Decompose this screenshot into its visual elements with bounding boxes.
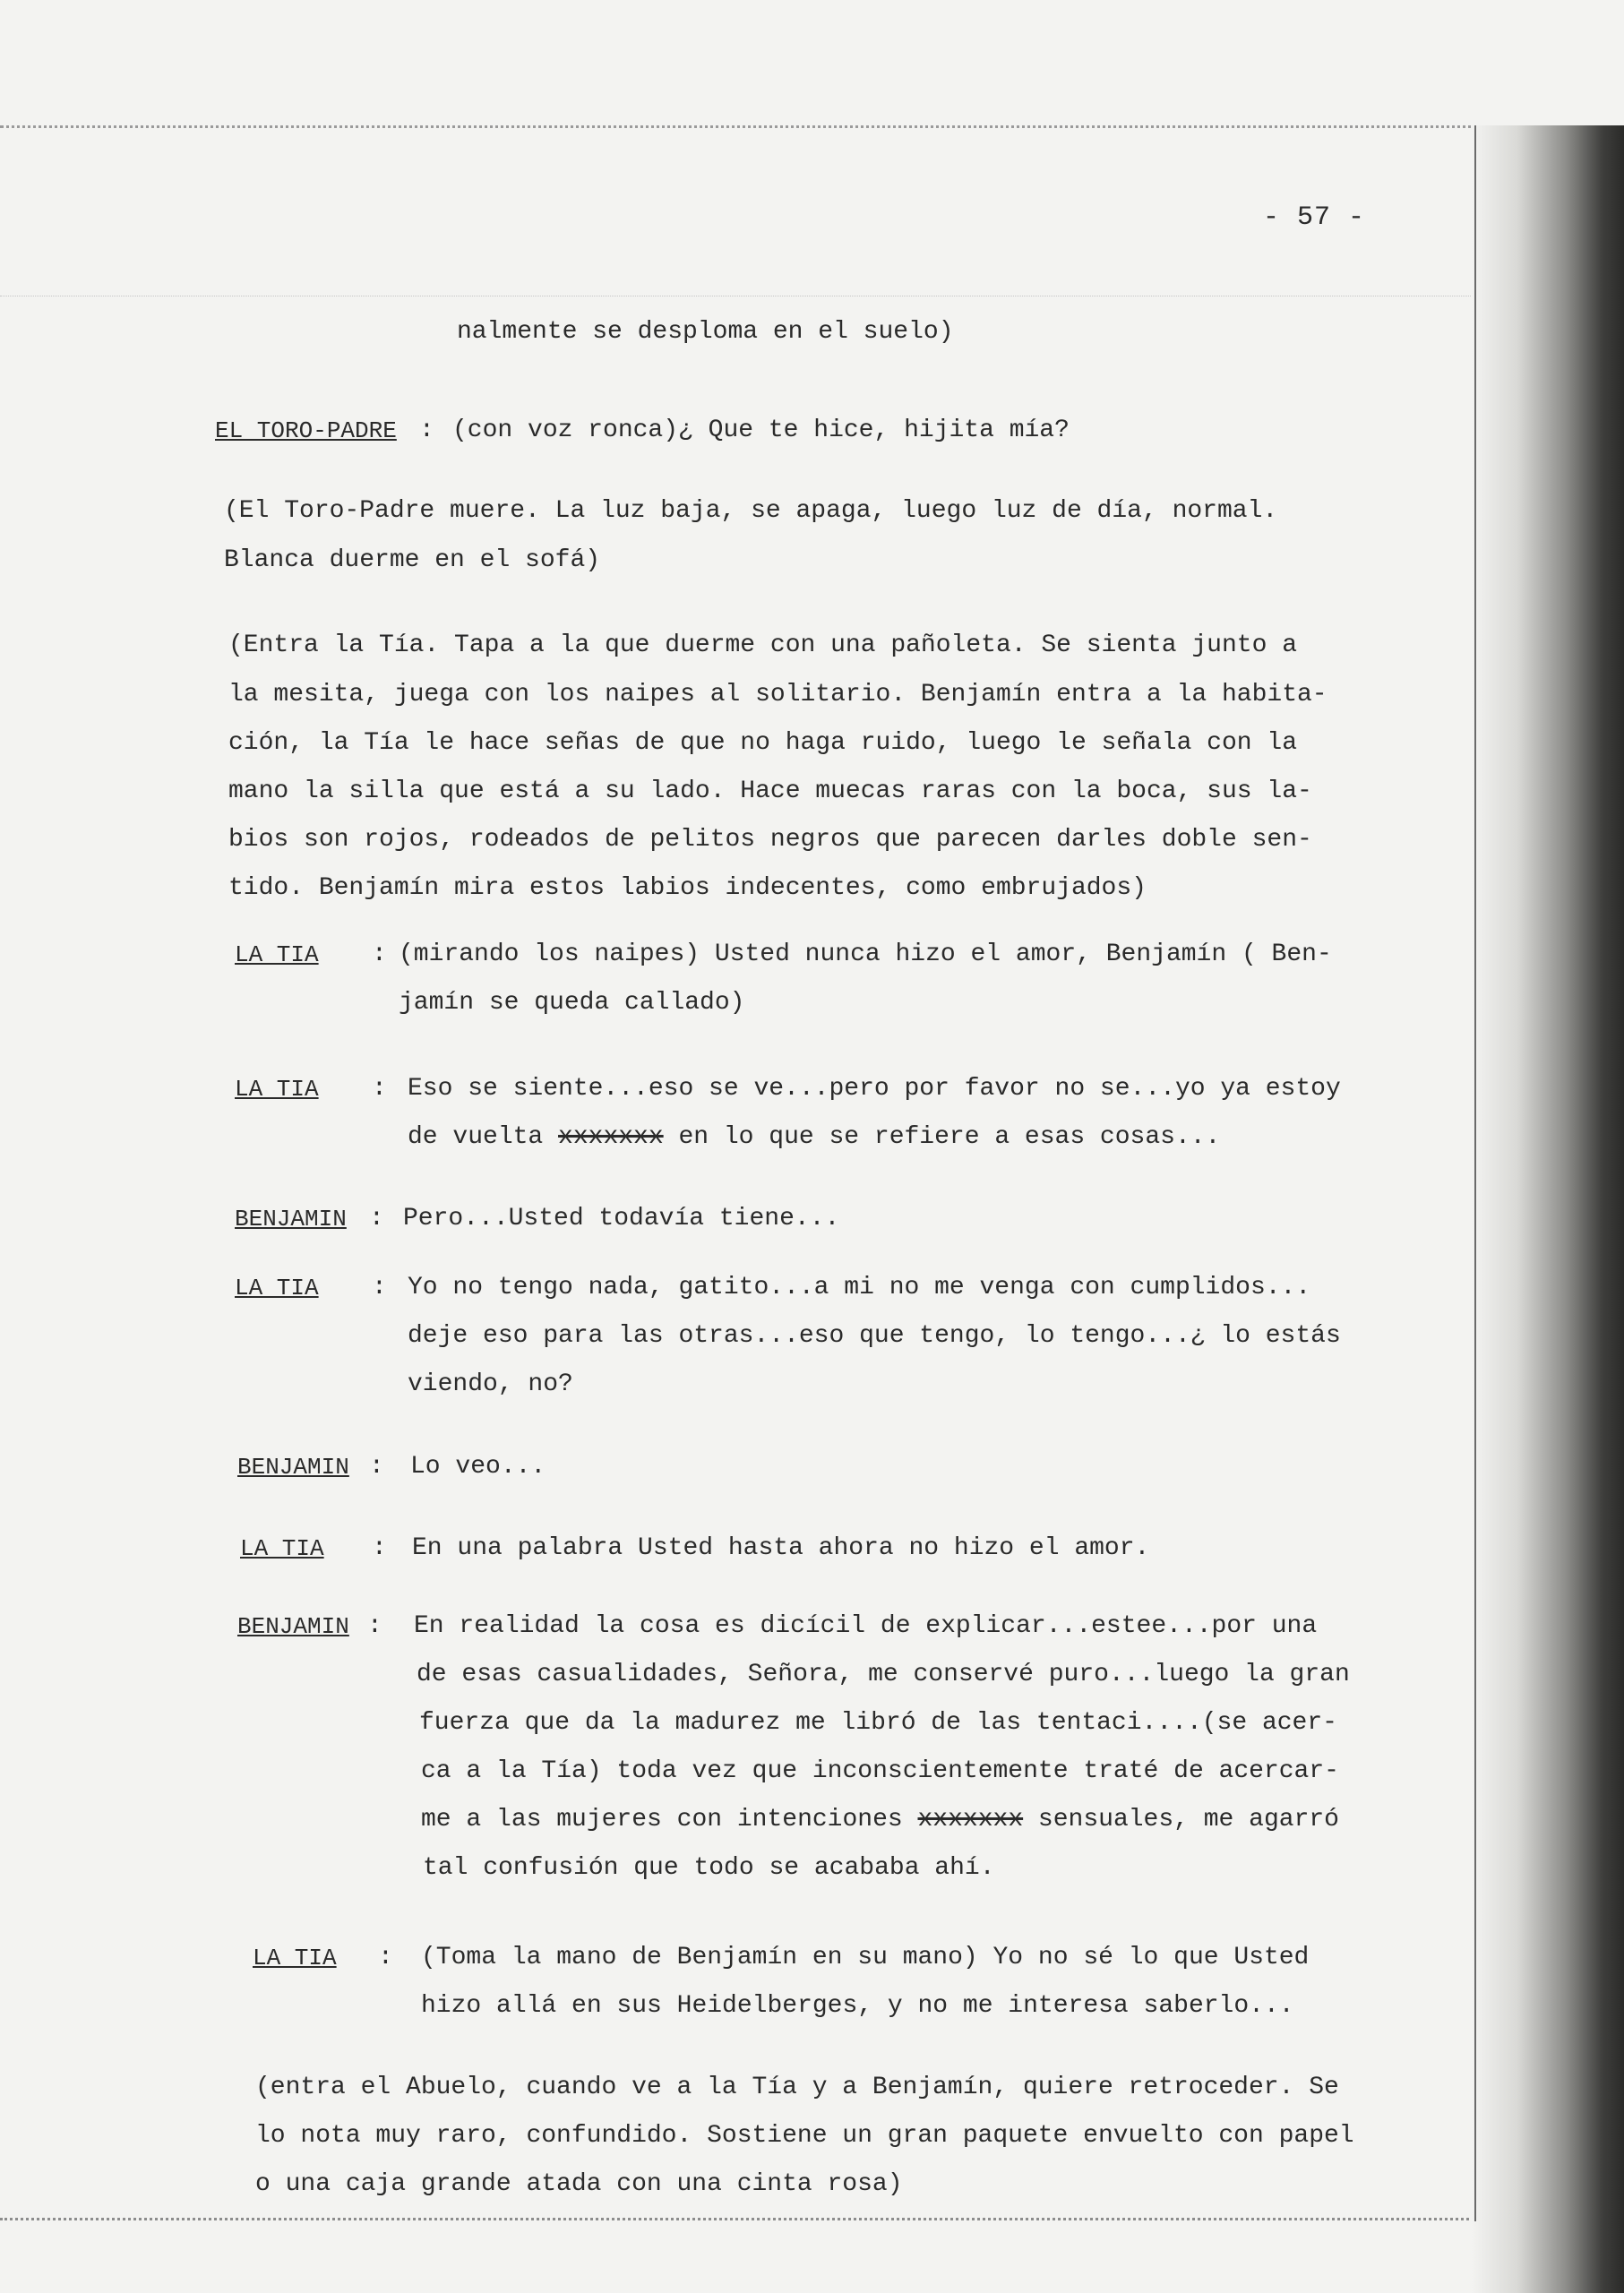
stage-direction-line: la mesita, juega con los naipes al solitario. Benjamín entra a la habita- [228,681,1328,709]
dialogue-line: (con voz ronca)¿ Que te hice, hijita mía? [452,417,1070,444]
stage-direction-line: tido. Benjamín mira estos labios indecentes, como embrujados) [228,874,1147,902]
dialogue-line: Yo no tengo nada, gatito...a mi no me venga con cumplidos... [408,1274,1311,1301]
dialogue-line: (Toma la mano de Benjamín en su mano) Yo no sé lo que Usted [421,1944,1310,1971]
speaker-separator: : [378,1944,393,1971]
stage-direction-line: (El Toro-Padre muere. La luz baja, se apaga, luego luz de día, normal. [224,497,1278,525]
stage-direction-line: (entra el Abuelo, cuando ve a la Tía y a Benjamín, quiere retroceder. Se [255,2074,1339,2101]
text-fragment: sensuales, me agarró [1023,1806,1339,1834]
dialogue-line: deje eso para las otras...eso que tengo, lo tengo...¿ lo estás [408,1322,1341,1350]
dialogue-line: tal confusión que todo se acababa ahí. [423,1854,995,1882]
stage-direction-line: bios son rojos, rodeados de pelitos negros que parecen darles doble sen- [228,826,1312,854]
dialogue-line: jamín se queda callado) [399,989,745,1017]
text-fragment: en lo que se refiere a esas cosas... [663,1123,1221,1151]
stage-direction-line: (Entra la Tía. Tapa a la que duerme con una pañoleta. Se sienta junto a [228,631,1297,659]
dialogue-line: de esas casualidades, Señora, me conservé puro...luego la gran [417,1661,1350,1688]
scan-edge-top [0,125,1478,128]
text-fragment: de vuelta [408,1123,559,1151]
speaker-name: BENJAMIN [237,1613,349,1640]
speaker-name: LA TIA [235,1275,319,1301]
dialogue-line: fuerza que da la madurez me libró de las tentaci....(se acer- [419,1709,1337,1737]
stage-direction-line: lo nota muy raro, confundido. Sostiene un gran paquete envuelto con papel [255,2122,1354,2150]
speaker-name: LA TIA [253,1945,337,1971]
speaker-separator: : [372,1274,387,1301]
stage-direction-line: mano la silla que está a su lado. Hace muecas raras con la boca, sus la- [228,777,1312,805]
page-number: - 57 - [1263,202,1366,233]
dialogue-line: hizo allá en sus Heidelberges, y no me interesa saberlo... [421,1992,1294,2020]
dialogue-line: En realidad la cosa es dicícil de explicar...estee...por una [414,1612,1318,1640]
speaker-separator: : [372,1075,387,1103]
speaker-separator: : [369,1205,384,1232]
speaker-name: LA TIA [235,941,319,968]
speaker-name: EL TORO-PADRE [215,417,397,444]
dialogue-line: En una palabra Usted hasta ahora no hizo el amor. [412,1534,1150,1562]
speaker-separator: : [367,1612,382,1640]
dialogue-line [421,1797,1339,1843]
dialogue-line: viendo, no? [408,1370,573,1398]
speaker-name: BENJAMIN [235,1206,347,1232]
speaker-name: LA TIA [235,1076,319,1103]
speaker-separator: : [419,417,434,444]
dialogue-line: Eso se siente...eso se ve...pero por favor no se...yo ya estoy [408,1075,1341,1103]
text-fragment: me a las mujeres con intenciones [421,1806,918,1834]
scan-edge-bottom [0,2218,1469,2220]
speaker-name: LA TIA [240,1535,324,1562]
struck-out-text: xxxxxxx [917,1806,1024,1834]
dialogue-line: Lo veo... [410,1453,546,1481]
struck-out-text: xxxxxxx [558,1123,664,1151]
stage-direction-line: Blanca duerme en el sofá) [224,546,601,574]
stage-direction-line: o una caja grande atada con una cinta rosa) [255,2170,903,2198]
speaker-separator: : [369,1453,384,1481]
speaker-separator: : [372,1534,387,1562]
stage-direction-line: nalmente se desploma en el suelo) [457,318,954,346]
speaker-name: BENJAMIN [237,1454,349,1481]
stage-direction-line: ción, la Tía le hace señas de que no haga ruido, luego le señala con la [228,729,1297,757]
dialogue-line: ca a la Tía) toda vez que inconscientemente traté de acercar- [421,1757,1339,1785]
page-fold-line [1474,125,1476,2221]
binding-shadow [1472,125,1624,2293]
speaker-separator: : [372,940,387,968]
dialogue-line: (mirando los naipes) Usted nunca hizo el amor, Benjamín ( Ben- [399,940,1332,968]
dialogue-line [408,1114,1220,1161]
dialogue-line: Pero...Usted todavía tiene... [403,1205,840,1232]
